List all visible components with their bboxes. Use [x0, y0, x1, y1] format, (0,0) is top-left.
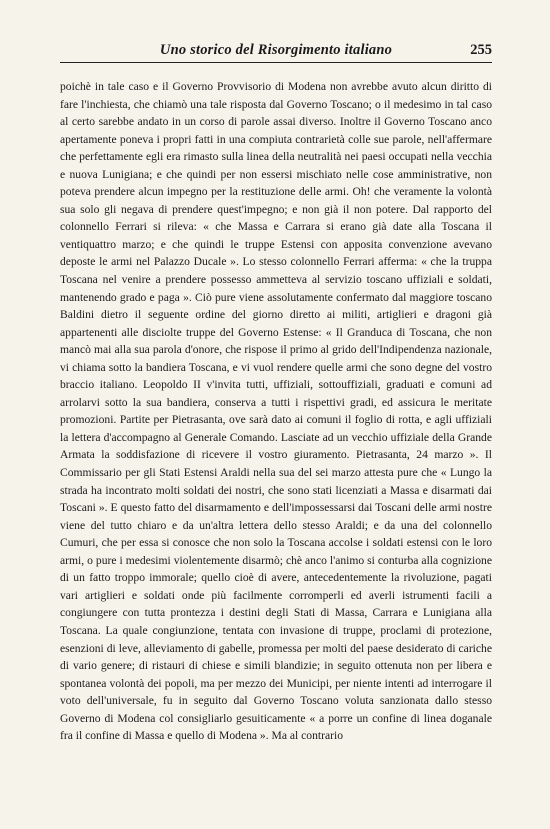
- running-head: [60, 42, 492, 63]
- page-number: 255: [470, 42, 492, 58]
- paragraph: poichè in tale caso e il Governo Provvisorio di Modena non avrebbe avuto alcun diritto di fare l'inchiesta, che chiamò una tale risposta dal Governo Toscano; o il medesimo in tal caso al certo sarebbe andato in un corso di parole assai diverso. Inoltre il Governo Toscano anco apertamente poneva i propri fatti in una compiuta contrarietà colle sue parole, nell'affermare che perfettamente egli era rimasto sulla linea della neutralità nei paesi occupati nella vecchia e nuova Lunigiana; e che quindi per non essersi mischiato nelle cose amministrative, non poteva prendere alcun impegno per la restituzione delle armi. Oh! che veramente la volontà sua solo gli negava di prendere quest'impegno; e non già il non potere. Dal rapporto del colonnello Ferrari si rileva: « che Massa e Carrara si erano già date alla Toscana il ventiquattro marzo; e che quindi le truppe Estensi con apposita convenzione avevano deposte le armi nel Palazzo Ducale ». Lo stesso colonnello Ferrari afferma: « che la truppa Toscana nel venire a prendere possesso ammetteva al servizio toscano uffiziali e soldati, mantenendo grado e paga ». Ciò pure viene assolutamente confermato dal maggiore toscano Baldini dietro il seguente ordine del giorno diretto ai militi, artiglieri e dragoni già appartenenti alle disciolte truppe del Governo Estense: « Il Granduca di Toscana, che non mancò mai alla sua parola d'onore, che rispose il primo al grido dell'Indipendenza nazionale, vi chiama sotto la bandiera Toscana, e vi vuol rendere quelle armi che sono degne del vostro braccio italiano. Leopoldo II v'invita tutti, uffiziali, sottouffiziali, graduati e comuni ad arrolarvi sotto la sua bandiera, conserva a tutti i rispettivi gradi, ed assicura le meritate promozioni. Partite per Pietrasanta, ove sarà dato ai comuni il foglio di rotta, e agli uffiziali la lettera d'accompagno al Generale Comando. Lasciate ad un vecchio uffiziale della Grande Armata la soddisfazione di ricevere il vostro giuramento. Pietrasanta, 24 marzo ». Il Commissario per gli Stati Estensi Araldi nella sua del sei marzo attesta pure che « Lungo la strada ha incontrato molti soldati dei nostri, che sono stati licenziati a Massa e disarmati dai Toscani ». E questo fatto del disarmamento e dell'impossessarsi dai Toscani delle armi nostre viene del tutto chiaro e da un'altra lettera dello stesso Araldi; e da una del colonnello Cumuri, che per essa si conosce che non solo la Toscana accolse i soldati estensi con le loro armi, o pure i medesimi violentemente disarmò; chè anco l'animo si conturba alla cognizione di un fatto troppo immorale; quello cioè di avere, antecedentemente la rivoluzione, pagati vari artiglieri e soldati onde più facilmente corromperli ed averli istrumenti facili a congiungere con tutta prontezza i destini degli Stati di Massa, Carrara e Lunigiana alla Toscana. La quale congiunzione, tentata con invasione di truppe, proclami di protezione, esenzioni di leve, alleviamento di gabelle, promessa per molti del paese desiderato di cariche di vario genere; di ristauri di chiese e simili blandizie; in seguito ottenuta non per libera e spontanea volontà dei popoli, ma per mezzo dei Municipi, per niente intenti ad interrogare il voto dell'universale, fu in seguito dal Governo Toscano voluta sanzionata dallo stesso Governo di Modena col consigliarlo gesuiticamente « a porre un confine di linea doganale fra il confine di Massa e quello di Modena ». Ma al contrario: [60, 80, 492, 743]
- running-title: Uno storico del Risorgimento italiano: [159, 42, 393, 58]
- body-text: [60, 78, 492, 745]
